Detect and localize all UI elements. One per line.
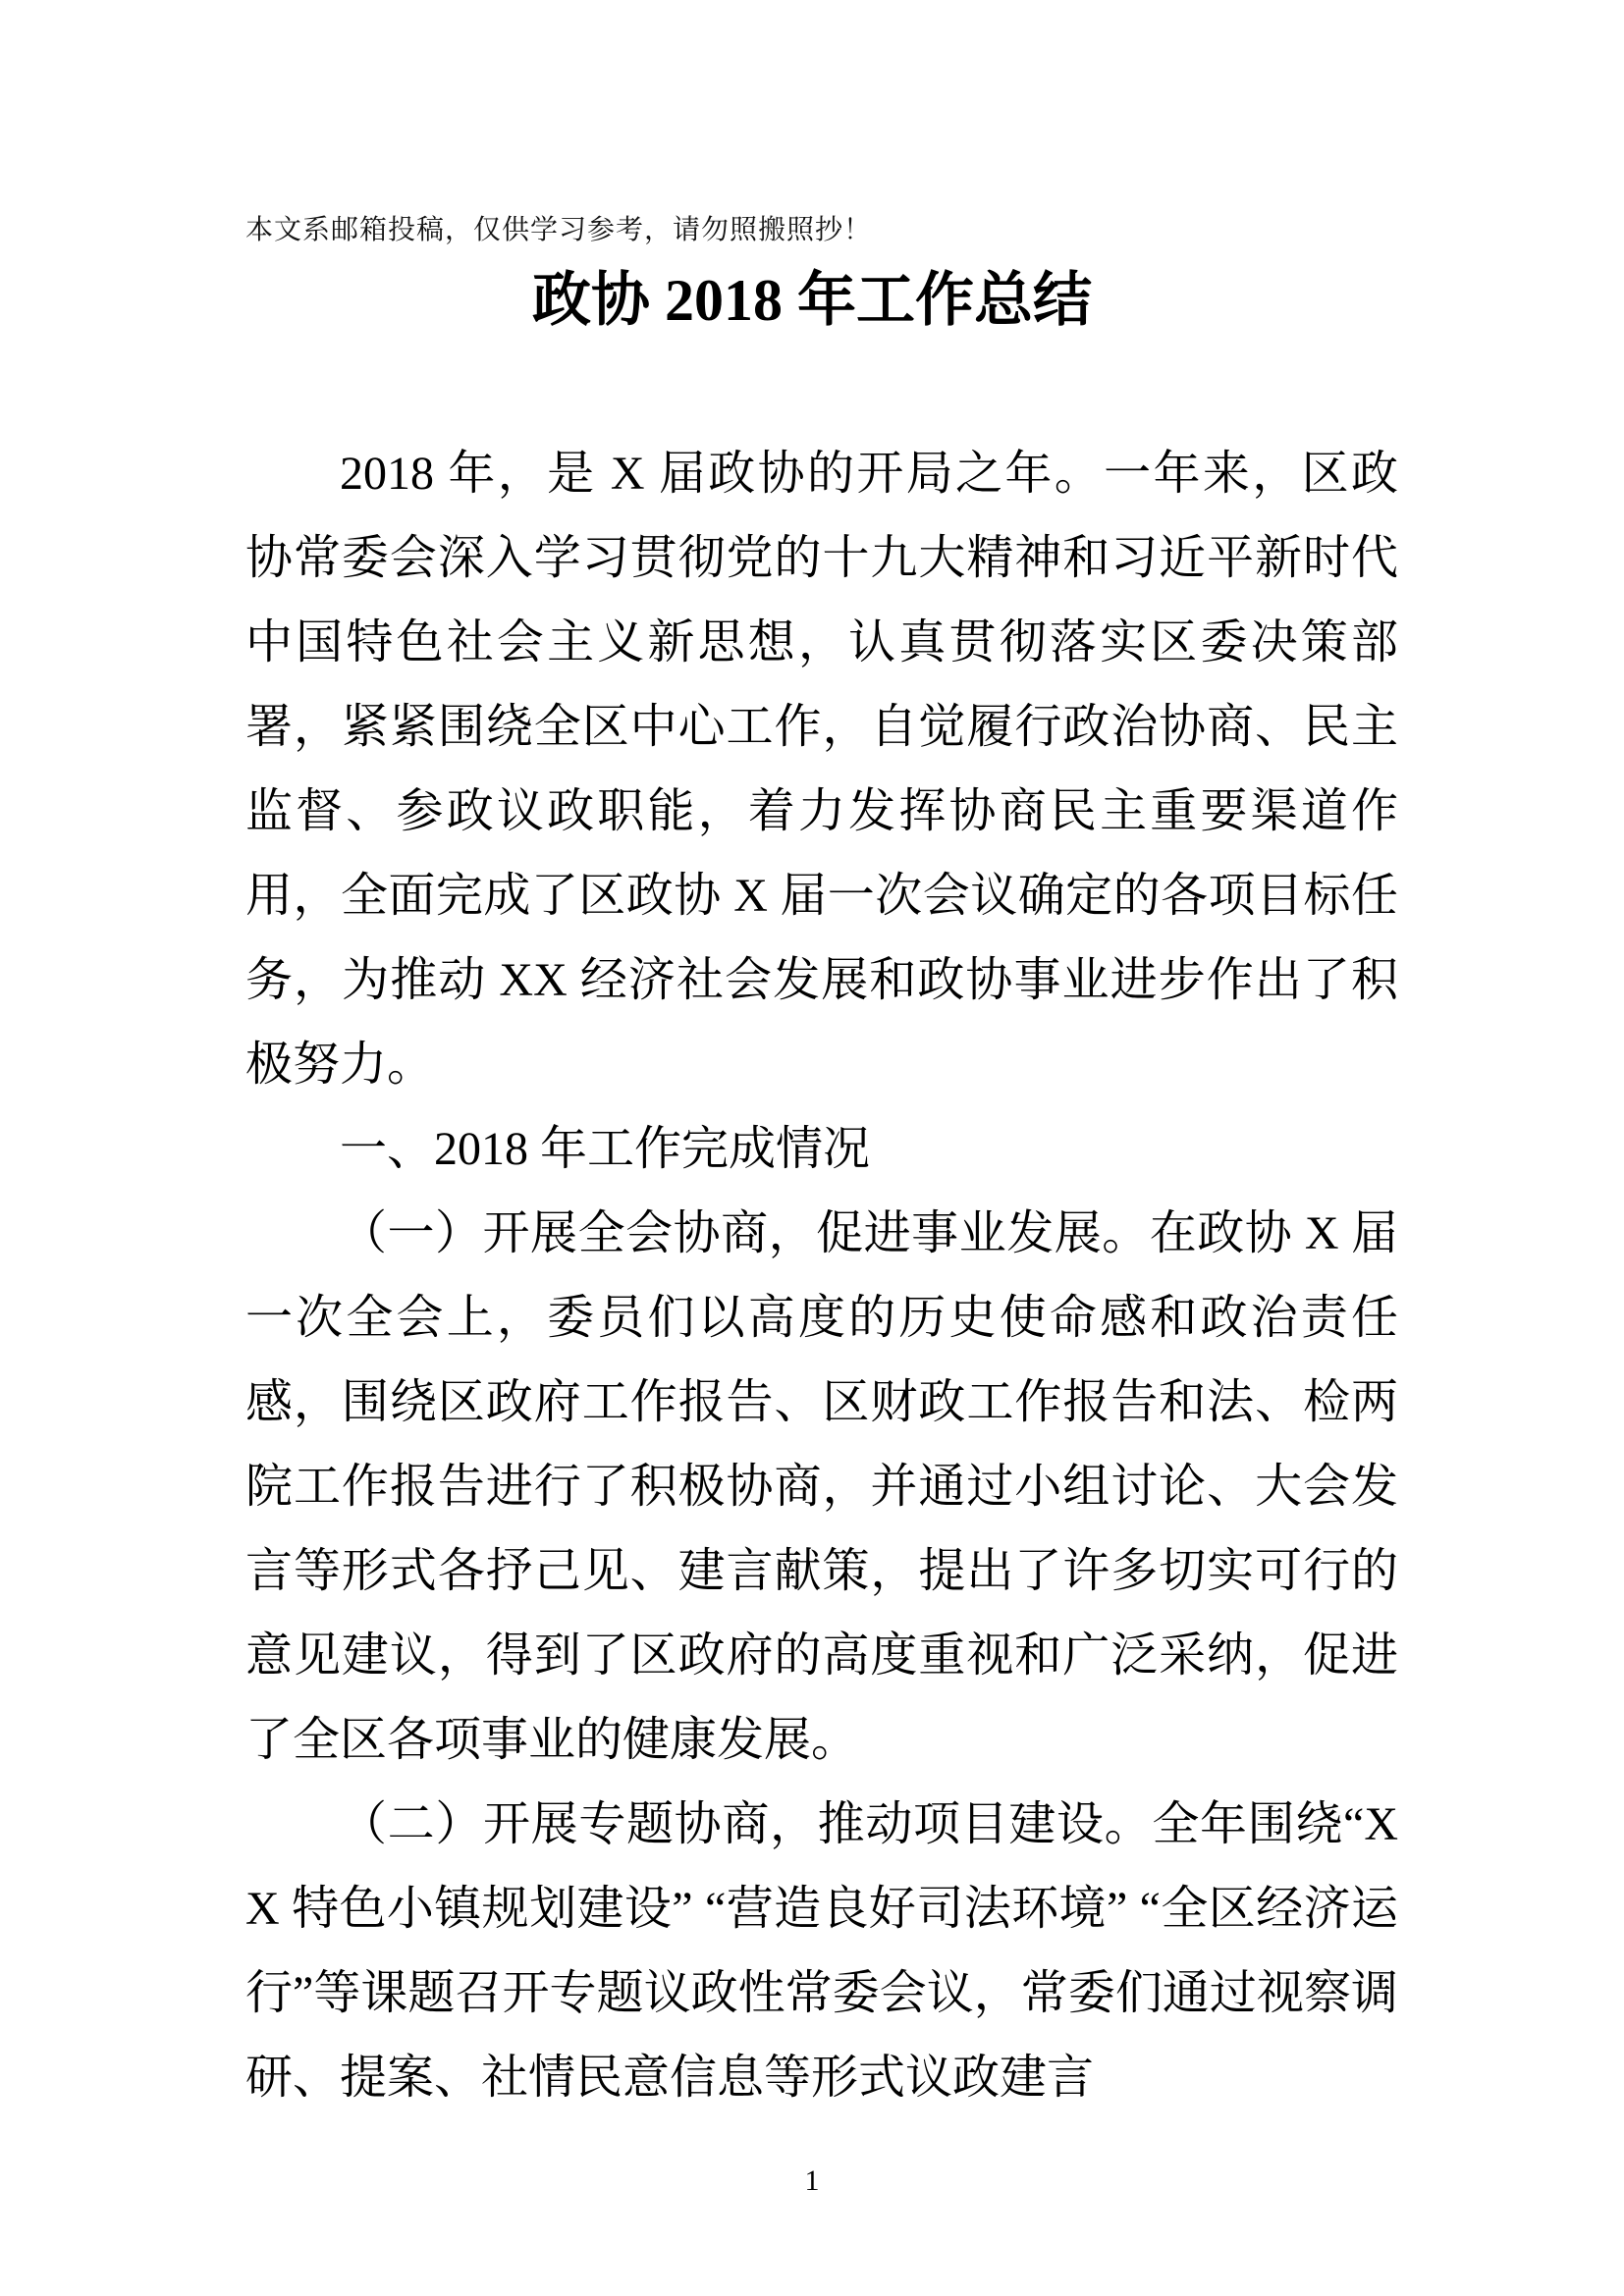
body-paragraph: 2018 年，是 X 届政协的开局之年。一年来，区政协常委会深入学习贯彻党的十九大精神和习近平新时代中国特色社会主义新思想，认真贯彻落实区委决策部署，紧紧围绕全区中心工作，自觉履行政治协商、民主监督、参政议政职能，着力发挥协商民主重要渠道作用，全面完成了区政协 X 届一次会议确定的各项目标任务，为推动 XX 经济社会发展和政协事业进步作出了积极努力。 — [245, 448, 1398, 1091]
body-paragraph: （一）开展全会协商，促进事业发展。在政协 X 届一次全会上，委员们以高度的历史使命感和政治责任感，围绕区政府工作报告、区财政工作报告和法、检两院工作报告进行了积极协商，并通过小组讨论、大会发言等形式各抒己见、建言献策，提出了许多切实可行的意见建议，得到了区政府的高度重视和广泛采纳，促进了全区各项事业的健康发展。 — [245, 1207, 1398, 1766]
page-number: 1 — [804, 2164, 820, 2197]
body-paragraph: （二）开展专题协商，推动项目建设。全年围绕“XX 特色小镇规划建设” “营造良好司法环境” “全区经济运行”等课题召开专题议政性常委会议，常委们通过视察调研、提案、社情民意信息等形式议政建言 — [245, 1798, 1398, 2104]
document-title: 政协 2018 年工作总结 — [532, 268, 1092, 333]
disclaimer-text: 本文系邮箱投稿，仅供学习参考，请勿照搬照抄！ — [245, 214, 873, 244]
document-body — [245, 432, 1398, 2120]
section-heading: 一、2018 年工作完成情况 — [340, 1123, 871, 1175]
